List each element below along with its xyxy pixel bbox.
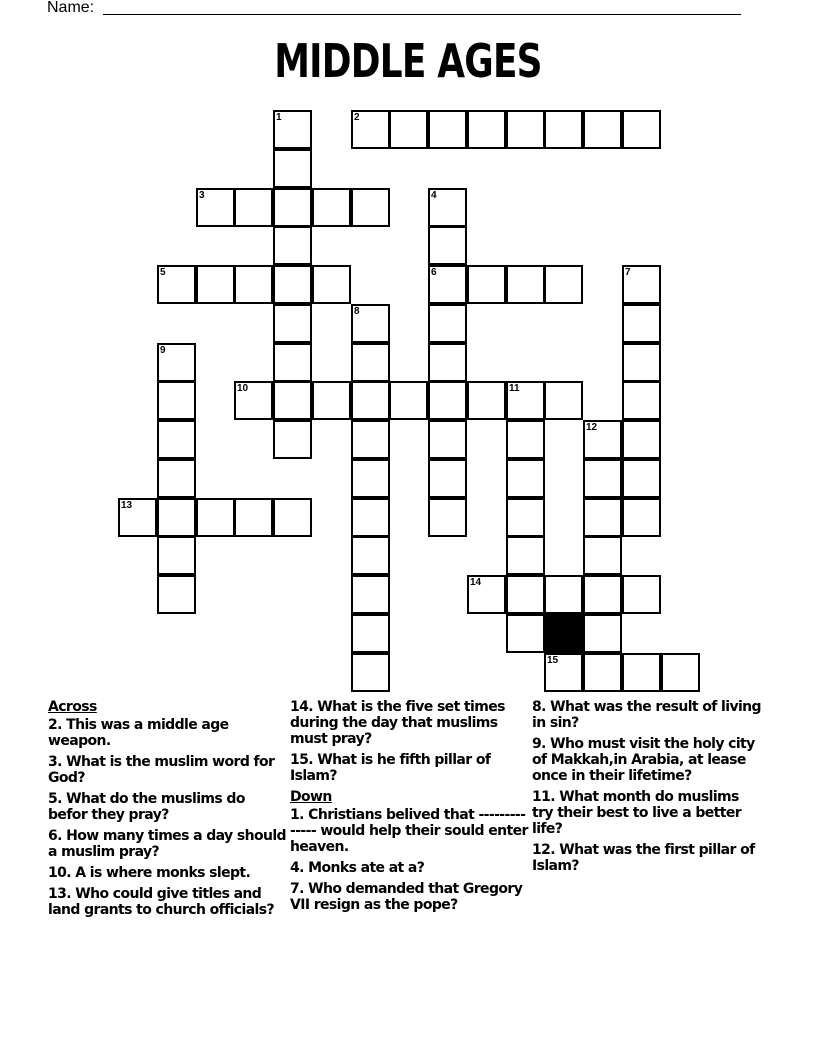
- grid-cell[interactable]: [389, 381, 428, 420]
- grid-cell[interactable]: [234, 265, 273, 304]
- clues-column-2: [290, 699, 528, 918]
- grid-cell[interactable]: [273, 343, 312, 382]
- clue-number: 2.: [48, 717, 62, 733]
- grid-cell[interactable]: [544, 653, 583, 692]
- grid-cell[interactable]: [157, 459, 196, 498]
- grid-cell[interactable]: [506, 536, 545, 575]
- clue-number: 7.: [290, 881, 304, 897]
- grid-cell[interactable]: [622, 498, 661, 537]
- clue-number: 3.: [48, 754, 62, 770]
- down-clue: [532, 699, 762, 731]
- grid-cell[interactable]: [312, 265, 351, 304]
- grid-cell[interactable]: [273, 304, 312, 343]
- grid-cell[interactable]: [506, 381, 545, 420]
- shaded-cell: [544, 614, 583, 653]
- clue-number: 9.: [532, 736, 546, 752]
- grid-cell[interactable]: [428, 226, 467, 265]
- grid-cell[interactable]: [273, 149, 312, 188]
- grid-cell[interactable]: [622, 381, 661, 420]
- grid-cell[interactable]: [273, 498, 312, 537]
- across-header: Across: [48, 699, 97, 715]
- clue-number: 9: [160, 345, 166, 356]
- grid-cell[interactable]: [428, 459, 467, 498]
- grid-cell[interactable]: [661, 653, 700, 692]
- grid-cell[interactable]: [118, 498, 157, 537]
- down-clue: [532, 789, 762, 837]
- grid-cell[interactable]: [544, 265, 583, 304]
- grid-cell[interactable]: [428, 110, 467, 149]
- down-clue: [290, 860, 528, 876]
- clue-number: 13: [121, 500, 133, 511]
- grid-cell[interactable]: [273, 381, 312, 420]
- clue-text: This was a middle age weapon.: [48, 717, 229, 749]
- across-clue: [48, 886, 288, 918]
- clue-number: 10.: [48, 865, 72, 881]
- clue-text: What was the first pillar of Islam?: [532, 842, 755, 874]
- clue-number: 15: [547, 655, 559, 666]
- grid-cell[interactable]: [467, 265, 506, 304]
- grid-cell[interactable]: [583, 420, 622, 459]
- clue-number: 3: [199, 190, 205, 201]
- clue-text: What was the result of living in sin?: [532, 699, 761, 731]
- grid-cell[interactable]: [428, 265, 467, 304]
- grid-cell[interactable]: [428, 420, 467, 459]
- across-clue: [48, 791, 288, 823]
- grid-cell[interactable]: [157, 575, 196, 614]
- grid-cell[interactable]: [273, 226, 312, 265]
- grid-cell[interactable]: [351, 304, 390, 343]
- down-clue: [532, 736, 762, 784]
- grid-cell[interactable]: [544, 381, 583, 420]
- clue-text: What is the muslim word for God?: [48, 754, 275, 786]
- down-clue: [290, 807, 528, 855]
- grid-cell[interactable]: [157, 343, 196, 382]
- grid-cell[interactable]: [428, 343, 467, 382]
- grid-cell[interactable]: [506, 265, 545, 304]
- clue-number: 11.: [532, 789, 556, 805]
- grid-cell[interactable]: [351, 653, 390, 692]
- clue-number: 1.: [290, 807, 304, 823]
- clues-column-3: [532, 699, 762, 879]
- grid-cell[interactable]: [622, 110, 661, 149]
- grid-cell[interactable]: [583, 536, 622, 575]
- across-clue: [48, 828, 288, 860]
- clue-text: Christians belived that -------------- would help their sould enter heaven.: [290, 807, 528, 855]
- grid-cell[interactable]: [234, 381, 273, 420]
- grid-cell[interactable]: [351, 575, 390, 614]
- grid-cell[interactable]: [312, 188, 351, 227]
- grid-cell[interactable]: [234, 188, 273, 227]
- clue-number: 4: [431, 190, 437, 201]
- grid-cell[interactable]: [467, 575, 506, 614]
- grid-cell[interactable]: [157, 265, 196, 304]
- grid-cell[interactable]: [312, 381, 351, 420]
- grid-cell[interactable]: [389, 110, 428, 149]
- grid-cell[interactable]: [622, 653, 661, 692]
- grid-cell[interactable]: [351, 614, 390, 653]
- clue-number: 15.: [290, 752, 314, 768]
- grid-cell[interactable]: [506, 459, 545, 498]
- grid-cell[interactable]: [583, 575, 622, 614]
- grid-cell[interactable]: [583, 653, 622, 692]
- across-clue: [290, 699, 528, 747]
- grid-cell[interactable]: [351, 343, 390, 382]
- grid-cell[interactable]: [157, 498, 196, 537]
- clue-number: 12.: [532, 842, 556, 858]
- clue-text: Monks ate at a?: [308, 860, 425, 876]
- clue-text: Who demanded that Gregory VII resign as the pope?: [290, 881, 523, 913]
- grid-cell[interactable]: [196, 188, 235, 227]
- clue-number: 11: [509, 383, 520, 394]
- grid-cell[interactable]: [351, 110, 390, 149]
- grid-cell[interactable]: [506, 498, 545, 537]
- grid-cell[interactable]: [273, 188, 312, 227]
- grid-cell[interactable]: [196, 498, 235, 537]
- grid-cell[interactable]: [157, 381, 196, 420]
- grid-cell[interactable]: [622, 459, 661, 498]
- clue-number: 2: [354, 112, 360, 123]
- grid-cell[interactable]: [428, 188, 467, 227]
- clue-number: 6.: [48, 828, 62, 844]
- clue-number: 7: [625, 267, 631, 278]
- clue-number: 10: [237, 383, 249, 394]
- grid-cell[interactable]: [351, 188, 390, 227]
- clue-number: 12: [586, 422, 598, 433]
- grid-cell[interactable]: [273, 265, 312, 304]
- grid-cell[interactable]: [622, 575, 661, 614]
- grid-cell[interactable]: [583, 498, 622, 537]
- grid-cell[interactable]: [351, 536, 390, 575]
- grid-cell[interactable]: [351, 498, 390, 537]
- clue-text: What is the five set times during the day that muslims must pray?: [290, 699, 505, 747]
- across-clue: [48, 717, 288, 749]
- clue-text: What is he fifth pillar of Islam?: [290, 752, 491, 784]
- clue-text: Who could give titles and land grants to church officials?: [48, 886, 275, 918]
- grid-cell[interactable]: [467, 381, 506, 420]
- down-clue: [290, 881, 528, 913]
- clue-number: 8: [354, 306, 360, 317]
- clue-number: 14: [470, 577, 482, 588]
- grid-cell[interactable]: [157, 536, 196, 575]
- clues-column-1: [48, 699, 288, 923]
- clue-number: 14.: [290, 699, 314, 715]
- grid-cell[interactable]: [273, 420, 312, 459]
- grid-cell[interactable]: [196, 265, 235, 304]
- clue-text: How many times a day should a muslim pray?: [48, 828, 286, 860]
- grid-cell[interactable]: [583, 459, 622, 498]
- grid-cell[interactable]: [622, 343, 661, 382]
- across-clue: [290, 752, 528, 784]
- grid-cell[interactable]: [273, 110, 312, 149]
- grid-cell[interactable]: [622, 420, 661, 459]
- grid-cell[interactable]: [351, 381, 390, 420]
- clue-text: Who must visit the holy city of Makkah,in Arabia, at lease once in their lifetime?: [532, 736, 755, 784]
- grid-cell[interactable]: [506, 110, 545, 149]
- grid-cell[interactable]: [583, 110, 622, 149]
- clue-number: 4.: [290, 860, 304, 876]
- clue-text: A is where monks slept.: [75, 865, 251, 881]
- clue-number: 5: [160, 267, 166, 278]
- grid-cell[interactable]: [467, 110, 506, 149]
- page-title: MIDDLE AGES: [274, 34, 542, 88]
- clue-number: 8.: [532, 699, 546, 715]
- grid-cell[interactable]: [428, 498, 467, 537]
- down-clue: [532, 842, 762, 874]
- grid-cell[interactable]: [351, 459, 390, 498]
- grid-cell[interactable]: [622, 304, 661, 343]
- clue-number: 5.: [48, 791, 62, 807]
- clue-number: 13.: [48, 886, 72, 902]
- grid-cell[interactable]: [506, 614, 545, 653]
- grid-cell[interactable]: [622, 265, 661, 304]
- grid-cell[interactable]: [506, 420, 545, 459]
- grid-cell[interactable]: [428, 304, 467, 343]
- grid-cell[interactable]: [157, 420, 196, 459]
- name-label: Name:: [47, 0, 95, 16]
- grid-cell[interactable]: [583, 614, 622, 653]
- grid-cell[interactable]: [351, 420, 390, 459]
- clue-number: 6: [431, 267, 437, 278]
- grid-cell[interactable]: [234, 498, 273, 537]
- clue-text: What month do muslims try their best to live a better life?: [532, 789, 742, 837]
- clue-text: What do the muslims do befor they pray?: [48, 791, 245, 823]
- clue-number: 1: [276, 112, 282, 123]
- grid-cell[interactable]: [506, 575, 545, 614]
- down-header: Down: [290, 789, 332, 805]
- across-clue: [48, 754, 288, 786]
- grid-cell[interactable]: [544, 575, 583, 614]
- across-clue: [48, 865, 288, 881]
- grid-cell[interactable]: [428, 381, 467, 420]
- grid-cell[interactable]: [544, 110, 583, 149]
